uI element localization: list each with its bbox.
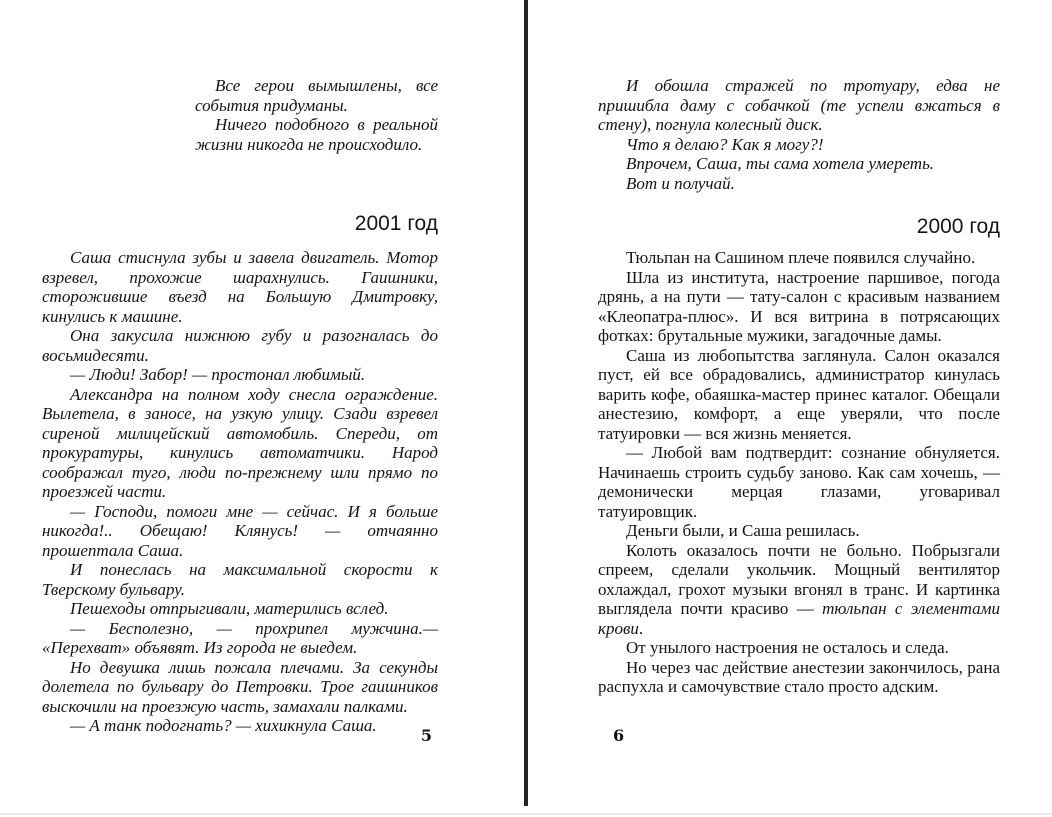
paragraph: Тюльпан на Сашином плече появился случайно. (626, 248, 976, 267)
right-page-intro (598, 68, 1000, 193)
paragraph: И обошла стражей по тротуару, едва не пришибла даму с собачкой (те успели вжаться в стену), погнула колесный диск. (598, 76, 1000, 134)
paragraph: Вот и получай. (626, 173, 735, 193)
page-right (598, 68, 1000, 768)
paragraph: Что я делаю? Как я могу?! (626, 134, 824, 154)
epigraph-paragraph: Ничего подобного в реальной жизни никогда не происходило. (195, 115, 438, 154)
paragraph-run-normal: Колоть оказалось почти не больно. Побрызгали спреем, сделали укольчик. Мощный вентилятор охлаждал, грохот музыки вгонял в транс. И картинка выглядела почти красиво — (598, 540, 1000, 618)
left-page-body (42, 248, 438, 736)
page-left (42, 68, 438, 768)
right-page-body (598, 248, 1000, 697)
spread-divider (524, 0, 528, 806)
paragraph: Но девушка лишь пожала плечами. За секунды долетела по бульвару до Петровки. Трое гаишников выскочили на проезжую часть, замахали палками. (42, 657, 438, 716)
paragraph-run-italic: тюльпан с элементами крови (598, 599, 1000, 638)
chapter-heading-2001: 2001 год (354, 212, 438, 235)
page-number-left: 5 (420, 726, 432, 745)
paragraph: Она закусила нижнюю губу и разогналась до восьмидесяти. (42, 326, 438, 365)
paragraph: Впрочем, Саша, ты сама хотела умереть. (626, 154, 935, 173)
paragraph: Шла из института, настроение паршивое, погода дрянь, а на пути — тату-салон с красивым названием «Клеопатра-плюс». И вся витрина в потрясающих фотках: брутальные мужики, загадочные дамы. (598, 267, 1000, 345)
paragraph: Но через час действие анестезии закончилось, рана распухла и самочувствие стало просто адским. (598, 657, 1000, 696)
paragraph-run-normal: . (638, 618, 644, 638)
paragraph: И понеслась на максимальной скорости к Тверскому бульвару. (42, 560, 438, 599)
paragraph: От унылого настроения не осталось и следа. (626, 638, 949, 657)
paragraph: — А танк подогнать? — хихикнула Саша. (70, 716, 377, 735)
paragraph: — Бесполезно, — прохрипел мужчина.— «Перехват» объявят. Из города не выедем. (42, 618, 438, 657)
paragraph: — Любой вам подтвердит: сознание обнуляется. Начинаешь строить судьбу заново. Как сам хочешь, — демонически мерцая глазами, уговаривал татуировщик. (598, 443, 1000, 521)
paragraph: — Люди! Забор! — простонал любимый. (70, 365, 366, 384)
epigraph-paragraph: Все герои вымышлены, все события придуманы. (195, 76, 438, 115)
paragraph-mixed (598, 541, 1000, 639)
page-number-right: 6 (613, 726, 625, 745)
paragraph: Пешеходы отпрыгивали, матерились вслед. (70, 599, 389, 618)
paragraph: — Господи, помоги мне — сейчас. И я больше никогда!.. Обещаю! Клянусь! — отчаянно прошептала Саша. (42, 501, 438, 560)
paragraph: Саша стиснула зубы и завела двигатель. Мотор взревел, прохожие шарахнулись. Гаишники, сторожившие въезд на Большую Дмитровку, кинулись к машине. (42, 248, 438, 326)
bottom-edge-line (0, 813, 1052, 815)
paragraph: Александра на полном ходу снесла ограждение. Вылетела, в заносе, на узкую улицу. Сзади взревел сиреной милицейский автомобиль. Спереди, от прокуратуры, кинулись автоматчики. Народ соображал туго, люди по-прежнему шли прямо по проезжей части. (42, 384, 438, 501)
paragraph: Деньги были, и Саша решилась. (626, 521, 860, 540)
chapter-heading-2000: 2000 год (916, 215, 1000, 238)
epigraph (195, 68, 438, 154)
paragraph: Саша из любопытства заглянула. Салон оказался пуст, ей все обрадовались, администратор кинулась варить кофе, обаяшка-мастер принес каталог. Обещали анестезию, комфорт, а еще уверяли, что после татуировки — вся жизнь меняется. (598, 345, 1000, 443)
